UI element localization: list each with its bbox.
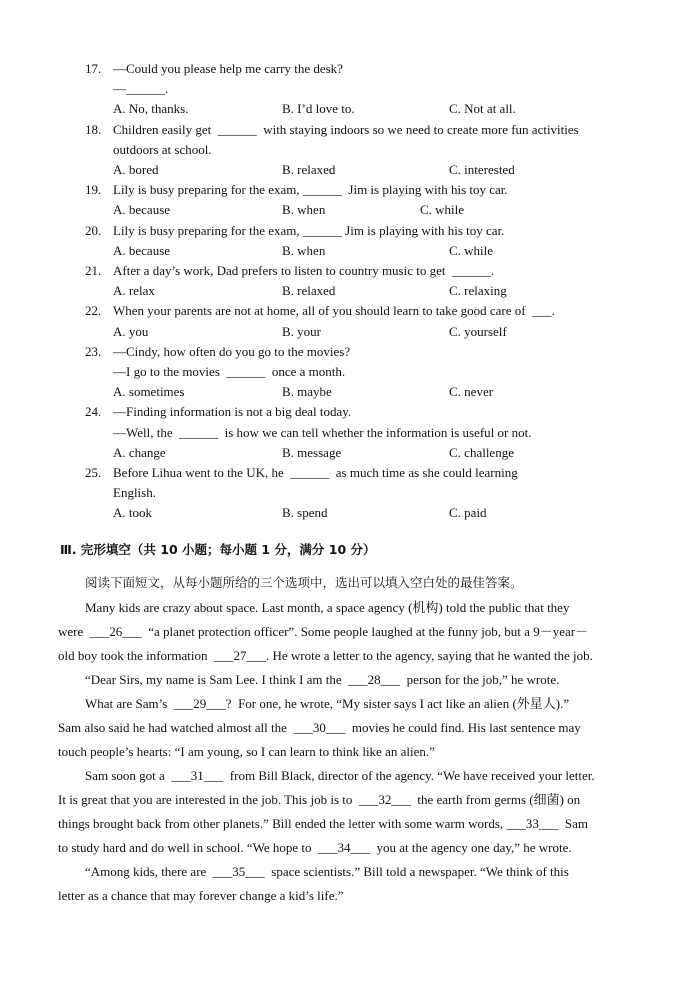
- question-text-line: Lily is busy preparing for the exam, ______ Jim is playing with his toy car.: [113, 222, 505, 238]
- answer-option: A. No, thanks.: [113, 101, 189, 117]
- passage-line: things brought back from other planets.” Bill ended the letter with some warm words, ___33___ Sam: [58, 816, 589, 831]
- question-number: 23.: [85, 343, 102, 359]
- answer-option: A. sometimes: [113, 384, 185, 400]
- question-text-line: Lily is busy preparing for the exam, ______ Jim is playing with his toy car.: [113, 182, 508, 198]
- passage-line: It is great that you are interested in the job. This job is to ___32___ the earth from germs (细菌) on: [58, 792, 581, 807]
- answer-option: B. spend: [282, 505, 328, 521]
- passage-line: touch people’s hearts: “I am young, so I can learn to think like an alien.”: [58, 744, 435, 759]
- answer-option: B. relaxed: [282, 162, 336, 177]
- answer-option: C. never: [449, 384, 494, 400]
- question-text-line: —Finding information is not a big deal today.: [113, 404, 352, 420]
- answer-option: A. you: [113, 323, 149, 339]
- passage-line: old boy took the information ___27___. He wrote a letter to the agency, saying that he wanted the job.: [58, 648, 593, 663]
- question-text-line: —______.: [113, 81, 169, 97]
- answer-option: B. message: [282, 444, 342, 460]
- answer-option: C. while: [420, 202, 465, 218]
- passage-line: Sam soon got a ___31___ from Bill Black, director of the agency. “We have received your letter.: [85, 768, 595, 783]
- question-text-line: —Could you please help me carry the desk?: [113, 61, 343, 76]
- answer-option: A. change: [113, 444, 166, 460]
- answer-option: A. because: [113, 242, 171, 258]
- answer-option: B. when: [282, 242, 326, 258]
- question-text-line: English.: [113, 485, 156, 501]
- passage-line: What are Sam’s ___29___? For one, he wrote, “My sister says I act like an alien (外星人).”: [85, 696, 570, 711]
- question-number: 24.: [85, 404, 102, 420]
- answer-option: B. relaxed: [282, 283, 336, 299]
- question-text-line: —Well, the ______ is how we can tell whether the information is useful or not.: [113, 424, 532, 440]
- question-text-line: outdoors at school.: [113, 141, 212, 157]
- passage-line: were ___26___ “a planet protection officer”. Some people laughed at the funny job, but a 9－year－: [58, 624, 589, 639]
- question-number: 21.: [85, 263, 102, 278]
- answer-option: B. when: [282, 202, 326, 218]
- answer-option: B. I’d love to.: [282, 101, 355, 117]
- answer-option: C. challenge: [449, 444, 514, 460]
- passage-line: “Dear Sirs, my name is Sam Lee. I think I am the ___28___ person for the job,” he wrote.: [85, 672, 560, 687]
- answer-option: C. while: [449, 242, 494, 258]
- answer-option: A. bored: [113, 162, 159, 177]
- answer-option: A. because: [113, 202, 171, 218]
- answer-option: A. took: [113, 505, 152, 521]
- answer-option: A. relax: [113, 283, 155, 299]
- answer-option: B. your: [282, 323, 321, 339]
- answer-option: C. Not at all.: [449, 101, 516, 117]
- passage-line: to study hard and do well in school. “We hope to ___34___ you at the agency one day,” he wrote.: [58, 840, 572, 855]
- question-number: 25.: [85, 465, 102, 480]
- question-number: 17.: [85, 61, 102, 76]
- question-number: 22.: [85, 303, 102, 319]
- question-text-line: —Cindy, how often do you go to the movies?: [113, 343, 351, 359]
- question-text-line: After a day’s work, Dad prefers to listen to country music to get ______.: [113, 263, 495, 278]
- question-number: 19.: [85, 182, 102, 198]
- section-title: Ⅲ. 完形填空（共 10 小题；每小题 1 分，满分 10 分）: [60, 542, 376, 557]
- answer-option: B. maybe: [282, 384, 332, 400]
- question-number: 18.: [85, 121, 102, 137]
- question-number: 20.: [85, 222, 102, 238]
- question-text-line: Children easily get ______ with staying indoors so we need to create more fun activities: [113, 121, 579, 137]
- answer-option: C. yourself: [449, 323, 507, 339]
- passage-line: “Among kids, there are ___35___ space scientists.” Bill told a newspaper. “We think of this: [85, 864, 569, 879]
- answer-option: C. relaxing: [449, 283, 507, 299]
- passage-line: Sam also said he had watched almost all the ___30___ movies he could find. His last sentence may: [58, 720, 581, 735]
- passage-line: Many kids are crazy about space. Last month, a space agency (机构) told the public that they: [85, 600, 570, 615]
- instruction-text: 阅读下面短文，从每小题所给的三个选项中，选出可以填入空白处的最佳答案。: [85, 575, 523, 590]
- answer-option: C. paid: [449, 505, 487, 521]
- passage-line: letter as a chance that may forever change a kid’s life.”: [58, 888, 344, 903]
- question-text-line: —I go to the movies ______ once a month.: [113, 364, 346, 379]
- question-text-line: When your parents are not at home, all of you should learn to take good care of ___.: [113, 303, 555, 319]
- answer-option: C. interested: [449, 162, 515, 177]
- question-text-line: Before Lihua went to the UK, he ______ as much time as she could learning: [113, 465, 518, 480]
